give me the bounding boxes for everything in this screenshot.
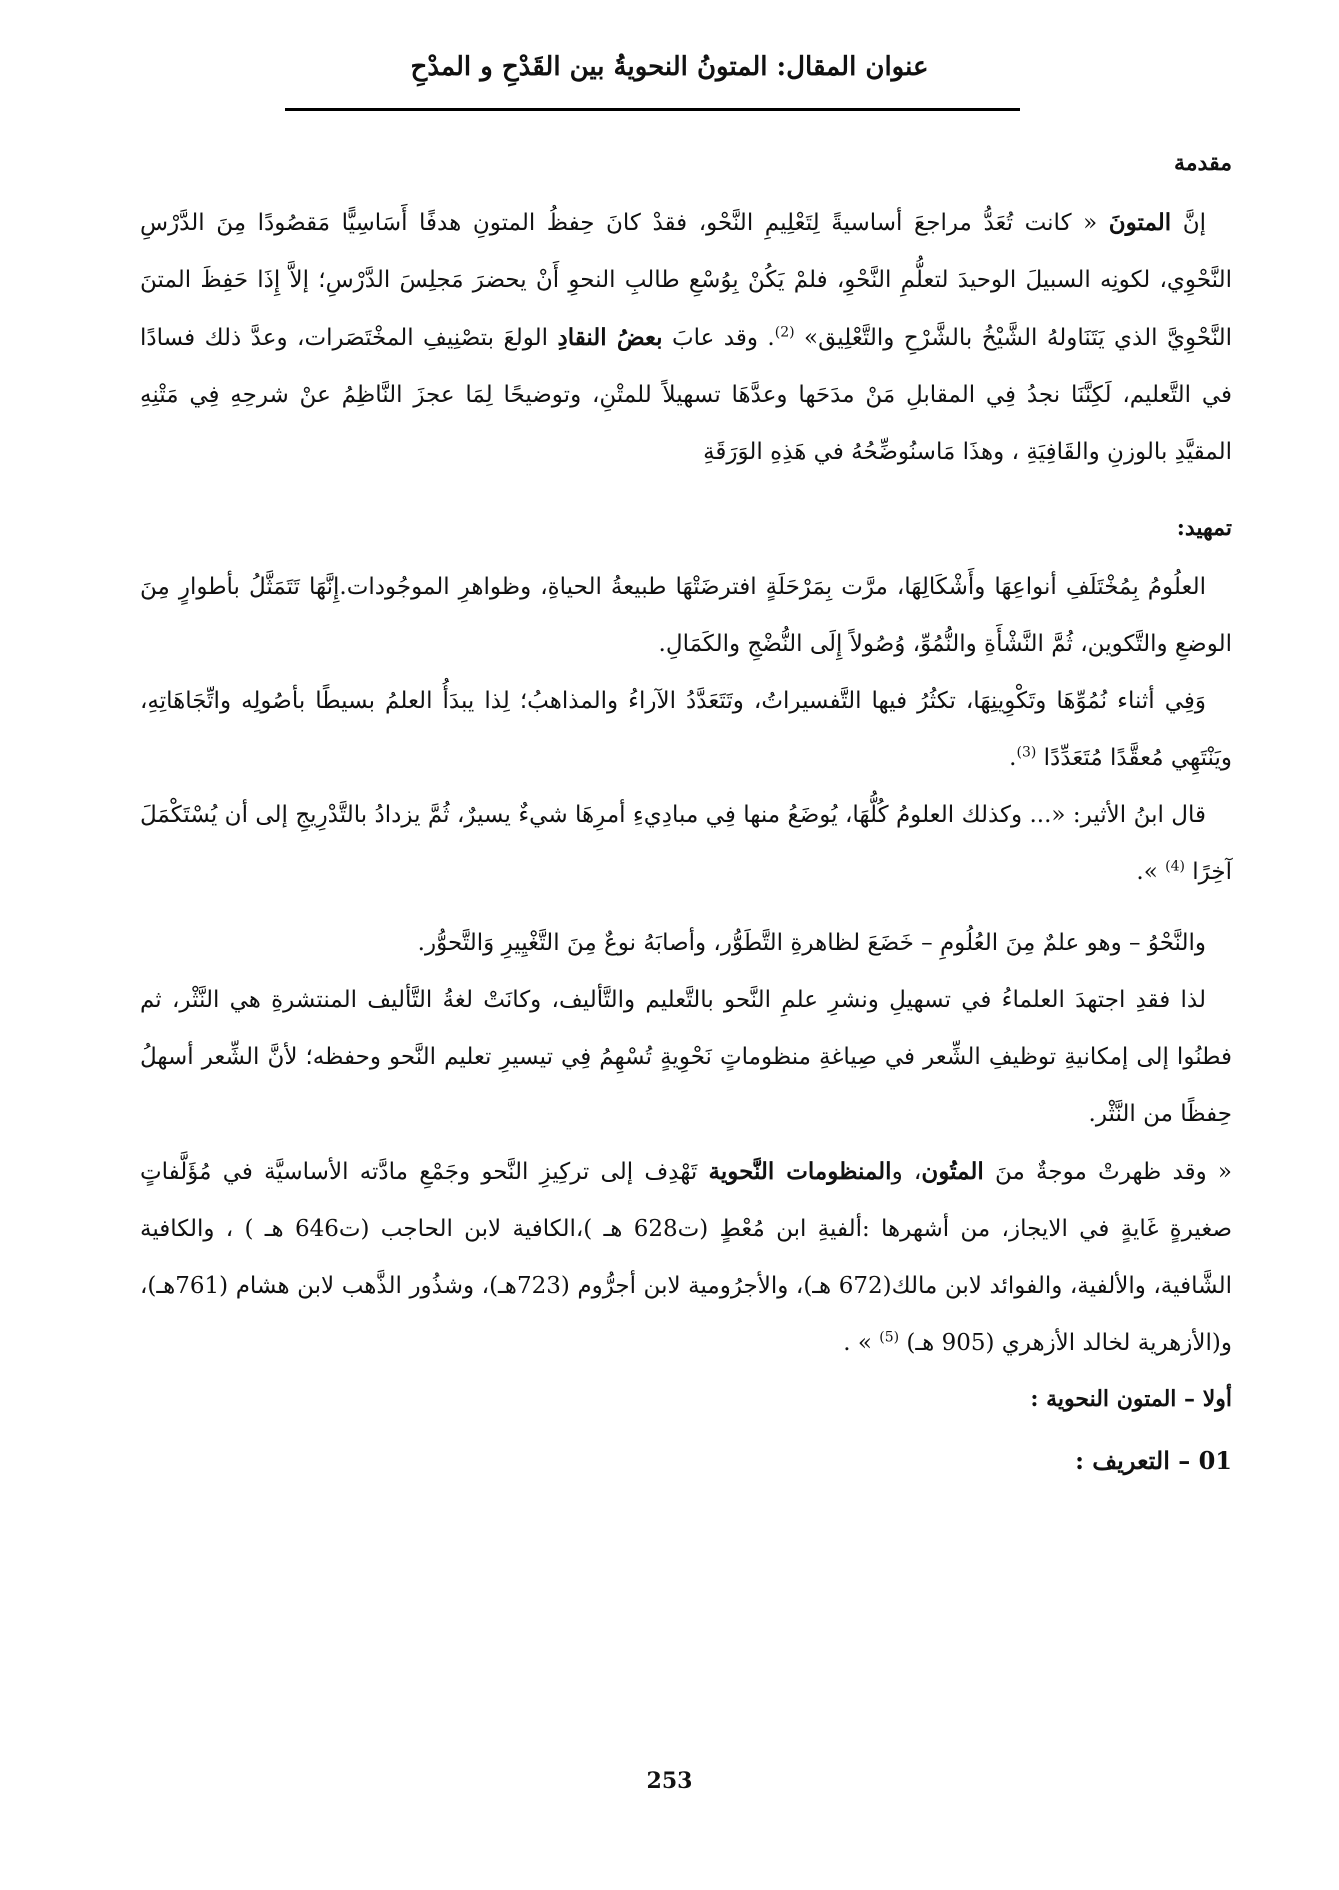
intro-text-4: الولعَ بتصْنِيفِ المخْتَصَرات، وعدَّ ذلك فسادًا في التَّعليم، لَكِنَّنَا نجدُ فِي المقابلِ مَنْ مدَحَها وعدَّهَا تسهيلاً للمتْنِ، وتوضيحًا لِمَا عجزَ النَّاظِمُ عنْ شرحِهِ فِي مَتْنِهِ المقيَّدِ بالوزنِ والقَافِيَةِ ، وهذَا مَاسنُوضِّحُهُ في هَذِهِ الوَرَقَةِ xyxy=(140,325,1232,465)
paragraph-text: ، و xyxy=(891,1159,922,1185)
header-rule xyxy=(285,108,1020,111)
footnote-ref: (3) xyxy=(1016,744,1037,761)
main-content xyxy=(140,150,1232,1475)
prelude-paragraph-1: العلُومُ بِمُخْتَلَفِ أنواعِهَا وأَشْكَالِهَا، مرَّت بِمَرْحَلَةٍ افترضَتْهَا طبيعةُ الحياةِ، وظواهرِ الموجُودات.إِنَّهَا تَتَمَثَّلُ بأطوارٍ مِنَ الوضعِ والتَّكوين، ثُمَّ النَّشْأَةِ والنُّمُوِّ، وُصُولاً إِلَى النُّضْجِ والكَمَالِ. xyxy=(140,574,1232,657)
section-heading-1: أولا – المتون النحوية : xyxy=(1030,1386,1232,1412)
footnote-ref: (5) xyxy=(879,1329,900,1346)
paragraph-end: ». xyxy=(1136,859,1158,885)
prelude-paragraph-4: والنَّحْوُ – وهو علمٌ مِنَ العُلُومِ – خَضَعَ لظاهرةِ التَّطَوُّر، وأصابَهُ نوعٌ مِنَ التَّغْيِيرِ وَالتَّحوُّر. xyxy=(417,930,1206,956)
page-number: 253 xyxy=(646,1768,693,1794)
prelude-paragraph-3 xyxy=(140,787,1232,901)
footnote-ref: (2) xyxy=(774,324,795,341)
article-title: عنوان المقال: المتونُ النحويةُ بين القَدْحِ و المدْحِ xyxy=(410,52,929,82)
prelude-paragraph-6 xyxy=(140,1143,1232,1372)
section-heading-2: 01 – التعريف : xyxy=(1075,1446,1232,1475)
prelude-paragraph-5: لذا فقدِ اجتهدَ العلماءُ في تسهيلِ ونشرِ علمِ النَّحو بالتَّعليم والتَّأليف، وكانَتْ لغةُ التَّأليف المنتشرةِ هي النَّثْر، ثم فطنُوا إلى إمكانيةِ توظيفِ الشِّعر في صِياغةِ منظوماتٍ نَحْوِيةٍ تُسْهِمُ فِي تيسيرِ تعليم النَّحو وحفظه؛ لأنَّ الشِّعر أسهلُ حِفظًا من النَّثْر. xyxy=(140,987,1232,1127)
paragraph-text: « وقد ظهرتْ موجةٌ منَ xyxy=(995,1159,1232,1185)
keyword-manzumat: المنظومات النَّحوية xyxy=(708,1158,892,1185)
footnote-ref: (4) xyxy=(1165,858,1185,875)
intro-text-2: « كانت تُعَدُّ مراجعَ أساسيةً لِتَعْلِيمِ النَّحْو، فقدْ كانَ حِفظُ المتونِ هدفًا أَسَاسِيًّا مَقصُودًا مِنَ الدَّرْسِ النَّحْوِي، لكونِه السبيلَ الوحيدَ لتعلُّمِ النَّحْوِ، فلمْ يَكُنْ بِوُسْعِ طالبِ النحوِ أَنْ يحضرَ مَجلِسَ الدَّرْسِ؛ إلاَّ إِذَا حَفِظَ المتنَ النَّحْوِيَّ الذي يَتَنَاولهُ الشَّيْخُ بالشَّرْحِ والتَّعْلِيق» xyxy=(140,210,1233,351)
paragraph-end: » . xyxy=(843,1330,872,1356)
intro-heading: مقدمة xyxy=(1173,150,1232,176)
prelude-heading: تمهيد: xyxy=(1176,515,1232,541)
keyword-mutun: المتُون xyxy=(921,1158,984,1185)
paragraph-text: وَفِي أثناء نُمُوِّهَا وتَكْوِينِهَا، تكثُرُ فيها التَّفسيراتُ، وتَتَعَدَّدُ الآراءُ والمذاهبُ؛ لِذا يبدَأُ العلمُ بسيطًا بأصُولِه واتِّجَاهَاتِهِ، ويَنْتَهِي مُعقَّدًا مُتَعَدِّدًا xyxy=(140,688,1232,771)
paragraph-text: قال ابنُ الأثير: «... وكذلك العلومُ كُلُّهَا، يُوضَعُ منها فِي مبادِيءِ أمرِهَا شيءٌ يسيرٌ، ثُمَّ يزدادُ بالتَّدْرِيجِ إلى أن يُسْتَكْمَلَ آخِرًا xyxy=(140,802,1232,885)
paragraph-text: تَهْدِف إلى تركِيزِ النَّحو وجَمْعِ مادَّته الأساسيَّة في مُؤَلَّفاتٍ صغيرةٍ غَايةٍ في الايجاز، من أشهرها :ألفيةِ ابن مُعْطٍ (ت628 هـ )،الكافية لابن الحاجب (ت646 هـ ) ، والكافية الشَّافية، والألفية، والفوائد لابن مالك(672 هـ)، والأجرُومية لابن أجرُّوم (723هـ)، وشذُور الذَّهب لابن هشام (761هـ)، و(الأزهرية لخالد الأزهري (905 هـ) xyxy=(140,1159,1232,1356)
intro-paragraph xyxy=(140,194,1232,481)
prelude-paragraph-2 xyxy=(140,673,1232,787)
paragraph-end: . xyxy=(1009,745,1017,771)
intro-keyword-critics: بعضُ النقادِ xyxy=(557,324,663,351)
intro-text-3: . وقد عابَ xyxy=(671,325,775,351)
intro-keyword-mutun: المتونَ xyxy=(1108,209,1172,236)
intro-text-1: إنَّ xyxy=(1182,210,1207,236)
